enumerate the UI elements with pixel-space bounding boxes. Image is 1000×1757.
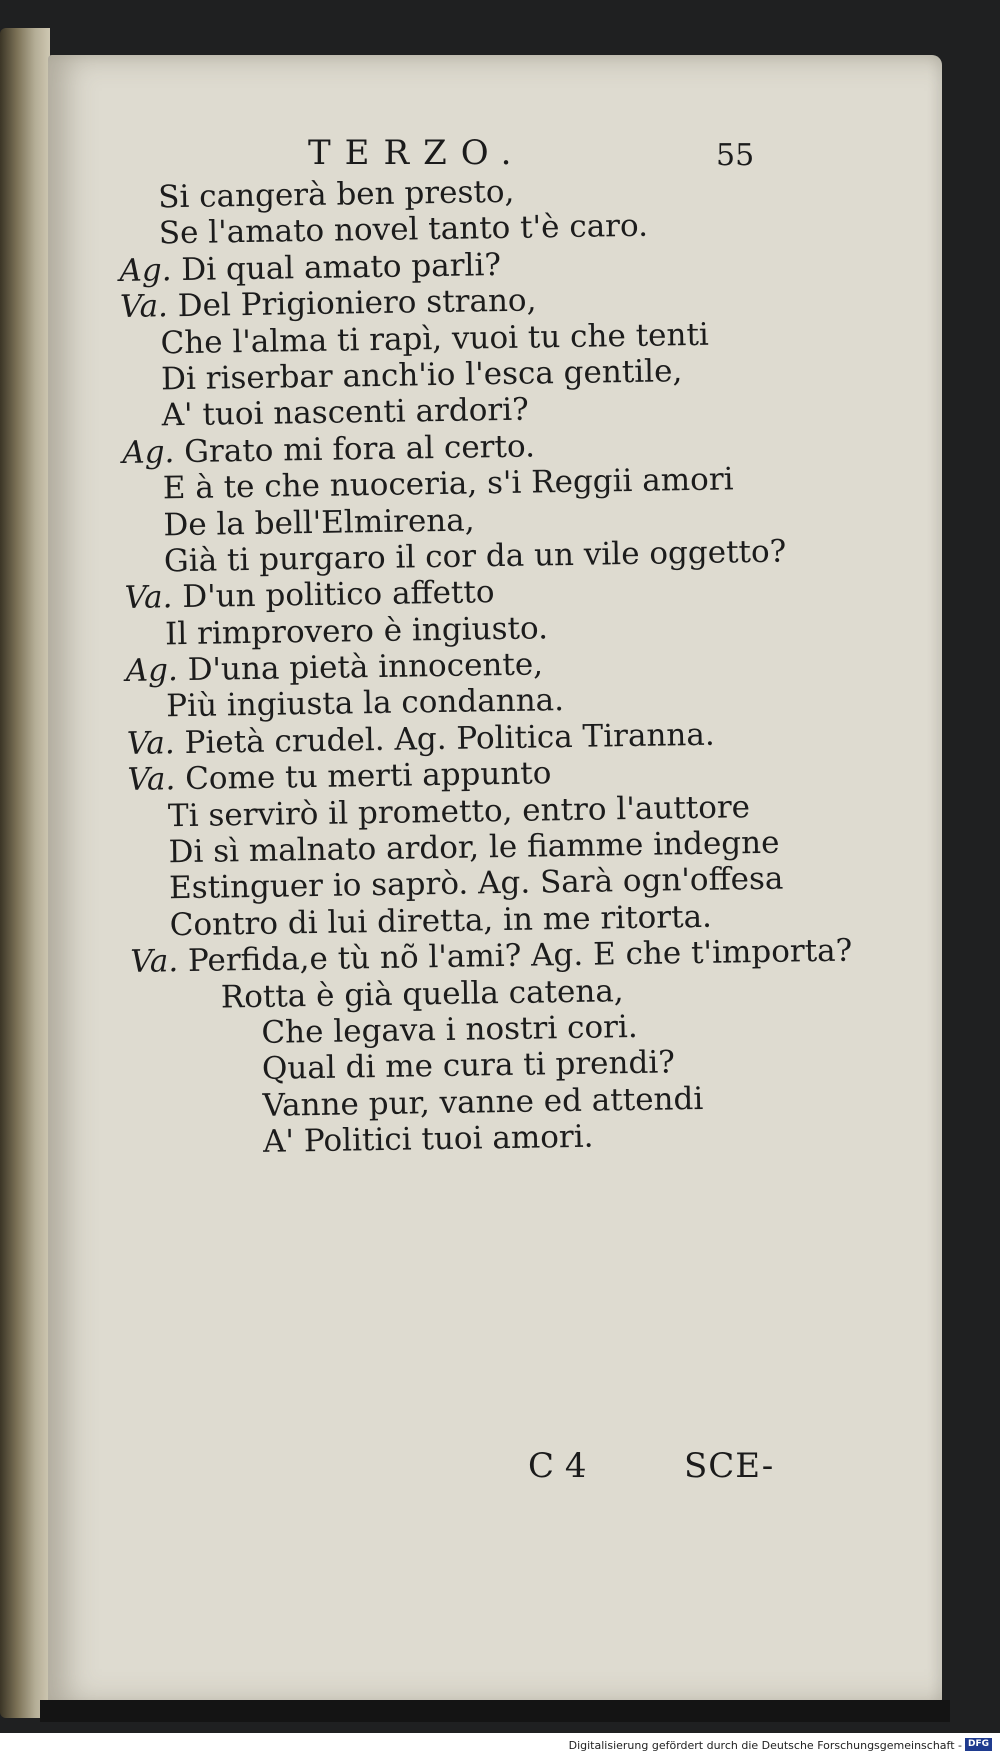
line-text: Ti servirò il prometto, entro l'auttore [167, 788, 751, 834]
speaker-abbreviation: Ag. [122, 433, 175, 471]
line-text: Rotta è già quella catena, [220, 972, 624, 1016]
line-text: Pietà crudel. Ag. Politica Tiranna. [184, 716, 715, 761]
line-text: Come tu merti appunto [184, 755, 552, 798]
line-text: E à te che nuoceria, s'i Reggii amori [162, 461, 734, 507]
line-text: Estinguer io saprò. Ag. Sarà ogn'offesa [168, 861, 784, 907]
line-text: Perfida,e tù nõ l'ami? Ag. E che t'importa? [187, 932, 853, 980]
line-text: Qual di me cura ti prendi? [261, 1044, 676, 1088]
speaker-abbreviation: Ag. [125, 652, 179, 690]
catchword: SCE- [684, 1446, 775, 1486]
speaker-abbreviation: Va. [124, 579, 173, 617]
line-text: A' tuoi nascenti ardori? [161, 391, 529, 434]
line-text: Più ingiusta la condanna. [165, 682, 565, 725]
line-text: A' Politici tuoi amori. [262, 1118, 594, 1160]
line-text: D'una pietà innocente, [187, 646, 544, 689]
line-text: Di sì malnato ardor, le fiamme indegne [168, 824, 780, 871]
line-text: Contro di lui diretta, in me ritorta. [169, 898, 713, 944]
dfg-logo: DFG [965, 1738, 992, 1751]
running-head: TERZO. [308, 133, 526, 173]
signature-mark: C 4 [528, 1446, 587, 1486]
page-number: 55 [716, 138, 755, 173]
speaker-abbreviation: Va. [119, 288, 169, 326]
line-text: De la bell'Elmirena, [163, 501, 475, 543]
line-text: Che l'alma ti rapì, vuoi tu che tenti [160, 316, 710, 361]
line-text: Grato mi fora al certo. [183, 428, 536, 470]
speaker-abbreviation: Va. [127, 761, 176, 799]
dialogue-text-block [118, 169, 853, 1163]
speaker-abbreviation: Va. [130, 943, 179, 981]
page-bottom-shadow [40, 1700, 950, 1722]
line-text: Già ti purgaro il cor da un vile oggetto? [163, 533, 787, 580]
line-text: Vanne pur, vanne ed attendi [262, 1080, 704, 1124]
speaker-abbreviation: Va. [126, 725, 176, 762]
speaker-abbreviation: Ag. [119, 251, 172, 289]
line-text: Del Prigioniero strano, [177, 282, 537, 325]
line-text: Di qual amato parli? [181, 246, 502, 288]
book-binding-edge [0, 28, 50, 1718]
line-text: D'un politico affetto [182, 574, 495, 616]
line-text: Che legava i nostri cori. [261, 1008, 638, 1051]
line-text: Se l'amato novel tanto t'è caro. [158, 208, 649, 252]
line-text: Si cangerà ben presto, [157, 173, 515, 216]
credit-text: Digitalisierung gefördert durch die Deutsche Forschungsgemeinschaft - [568, 1739, 962, 1752]
line-text: Di riserbar anch'io l'esca gentile, [160, 353, 683, 398]
line-text: Il rimprovero è ingiusto. [164, 609, 549, 653]
